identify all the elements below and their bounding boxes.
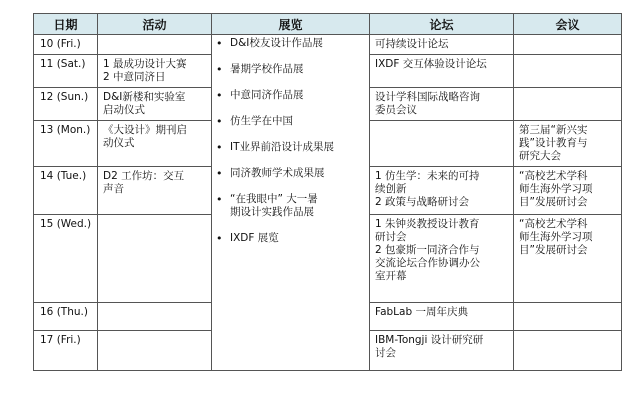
forum-line: 设计学科国际战略咨询 [375,91,480,103]
forum-line: 2 包豪斯一同济合作与 [375,244,480,256]
header-forum: 论坛 [370,14,514,35]
header-exhibition: 展览 [212,14,370,35]
conference-cell [514,215,622,303]
activity-cell [98,35,212,55]
exhibition-item [216,141,369,154]
exhibition-line: IT业界前沿设计成果展 [230,141,335,153]
forum-line: FabLab 一周年庆典 [375,306,468,318]
forum-cell [370,167,514,215]
conference-cell [514,331,622,371]
conference-line: “高校艺术学科 [519,170,588,182]
forum-cell [370,55,514,88]
forum-line: 2 政策与战略研讨会 [375,196,470,208]
exhibition-item [216,37,369,50]
schedule-table [33,13,622,371]
exhibition-item [216,115,369,128]
exhibition-cell [212,35,370,371]
bullet-icon: • [216,115,223,128]
forum-line: 研讨会 [375,231,407,243]
forum-cell [370,303,514,331]
date-cell: 17 (Fri.) [34,331,98,371]
activity-line: D2 工作坊：交互 [103,170,185,182]
conference-line: 师生海外学习项 [519,231,593,243]
exhibition-line: D&I校友设计作品展 [230,37,323,49]
activity-cell [98,331,212,371]
exhibition-item [216,167,369,180]
conference-line: 目”发展研讨会 [519,244,588,256]
forum-line: 讨会 [375,347,396,359]
forum-cell [370,215,514,303]
bullet-icon: • [216,37,223,50]
forum-line: 1 仿生学：未来的可持 [375,170,480,182]
forum-line: 委员会议 [375,104,417,116]
activity-cell [98,303,212,331]
date-cell: 14 (Tue.) [34,167,98,215]
conference-cell [514,88,622,121]
conference-cell [514,167,622,215]
exhibition-line: 暑期学校作品展 [230,63,304,75]
conference-line: 目”发展研讨会 [519,196,588,208]
bullet-icon: • [216,63,223,76]
bullet-icon: • [216,167,223,180]
conference-line: 第三届“新兴实 [519,124,588,136]
forum-line: 1 朱钟炎教授设计教育 [375,218,480,230]
schedule-body [34,35,622,371]
forum-line: 交流论坛合作协调办公 [375,257,480,269]
bullet-icon: • [216,141,223,154]
forum-line: IXDF 交互体验设计论坛 [375,58,487,70]
exhibition-list [212,35,369,245]
forum-line: IBM-Tongji 设计研究研 [375,334,484,346]
bullet-icon: • [216,232,223,245]
activity-line: 1 最成功设计大赛 [103,58,187,70]
activity-line: 声音 [103,183,124,195]
schedule-table-wrapper [33,13,622,371]
exhibition-line: “在我眼中” 大一暑 [230,193,318,205]
header-conference: 会议 [514,14,622,35]
bullet-icon: • [216,89,223,102]
activity-cell [98,55,212,88]
conference-cell [514,35,622,55]
exhibition-item [216,193,369,219]
header-date: 日期 [34,14,98,35]
exhibition-line: 仿生学在中国 [230,115,293,127]
conference-line: 践”设计教育与 [519,137,588,149]
conference-cell [514,55,622,88]
conference-line: 师生海外学习项 [519,183,593,195]
activity-line: 启动仪式 [103,104,145,116]
activity-cell [98,167,212,215]
conference-line: “高校艺术学科 [519,218,588,230]
activity-line: 2 中意同济日 [103,71,166,83]
exhibition-item [216,232,369,245]
forum-cell [370,35,514,55]
activity-line: D&I新楼和实验室 [103,91,186,103]
date-cell: 12 (Sun.) [34,88,98,121]
activity-cell [98,121,212,167]
exhibition-item [216,63,369,76]
exhibition-line: IXDF 展览 [230,232,279,244]
conference-cell [514,303,622,331]
date-cell: 13 (Mon.) [34,121,98,167]
activity-cell [98,215,212,303]
header-row [34,14,622,35]
forum-cell [370,88,514,121]
forum-line: 室开幕 [375,270,407,282]
forum-cell [370,331,514,371]
activity-line: 《大设计》期刊启 [103,124,187,136]
bullet-icon: • [216,193,223,206]
date-cell: 11 (Sat.) [34,55,98,88]
exhibition-line: 同济教师学术成果展 [230,167,325,179]
date-cell: 15 (Wed.) [34,215,98,303]
conference-line: 研究大会 [519,150,561,162]
table-row [34,35,622,55]
forum-cell [370,121,514,167]
activity-cell [98,88,212,121]
header-activity: 活动 [98,14,212,35]
forum-line: 可持续设计论坛 [375,38,449,50]
forum-line: 续创新 [375,183,407,195]
activity-line: 动仪式 [103,137,135,149]
exhibition-line: 中意同济作品展 [230,89,304,101]
conference-cell [514,121,622,167]
exhibition-item [216,89,369,102]
date-cell: 10 (Fri.) [34,35,98,55]
date-cell: 16 (Thu.) [34,303,98,331]
exhibition-line: 期设计实践作品展 [230,206,314,218]
